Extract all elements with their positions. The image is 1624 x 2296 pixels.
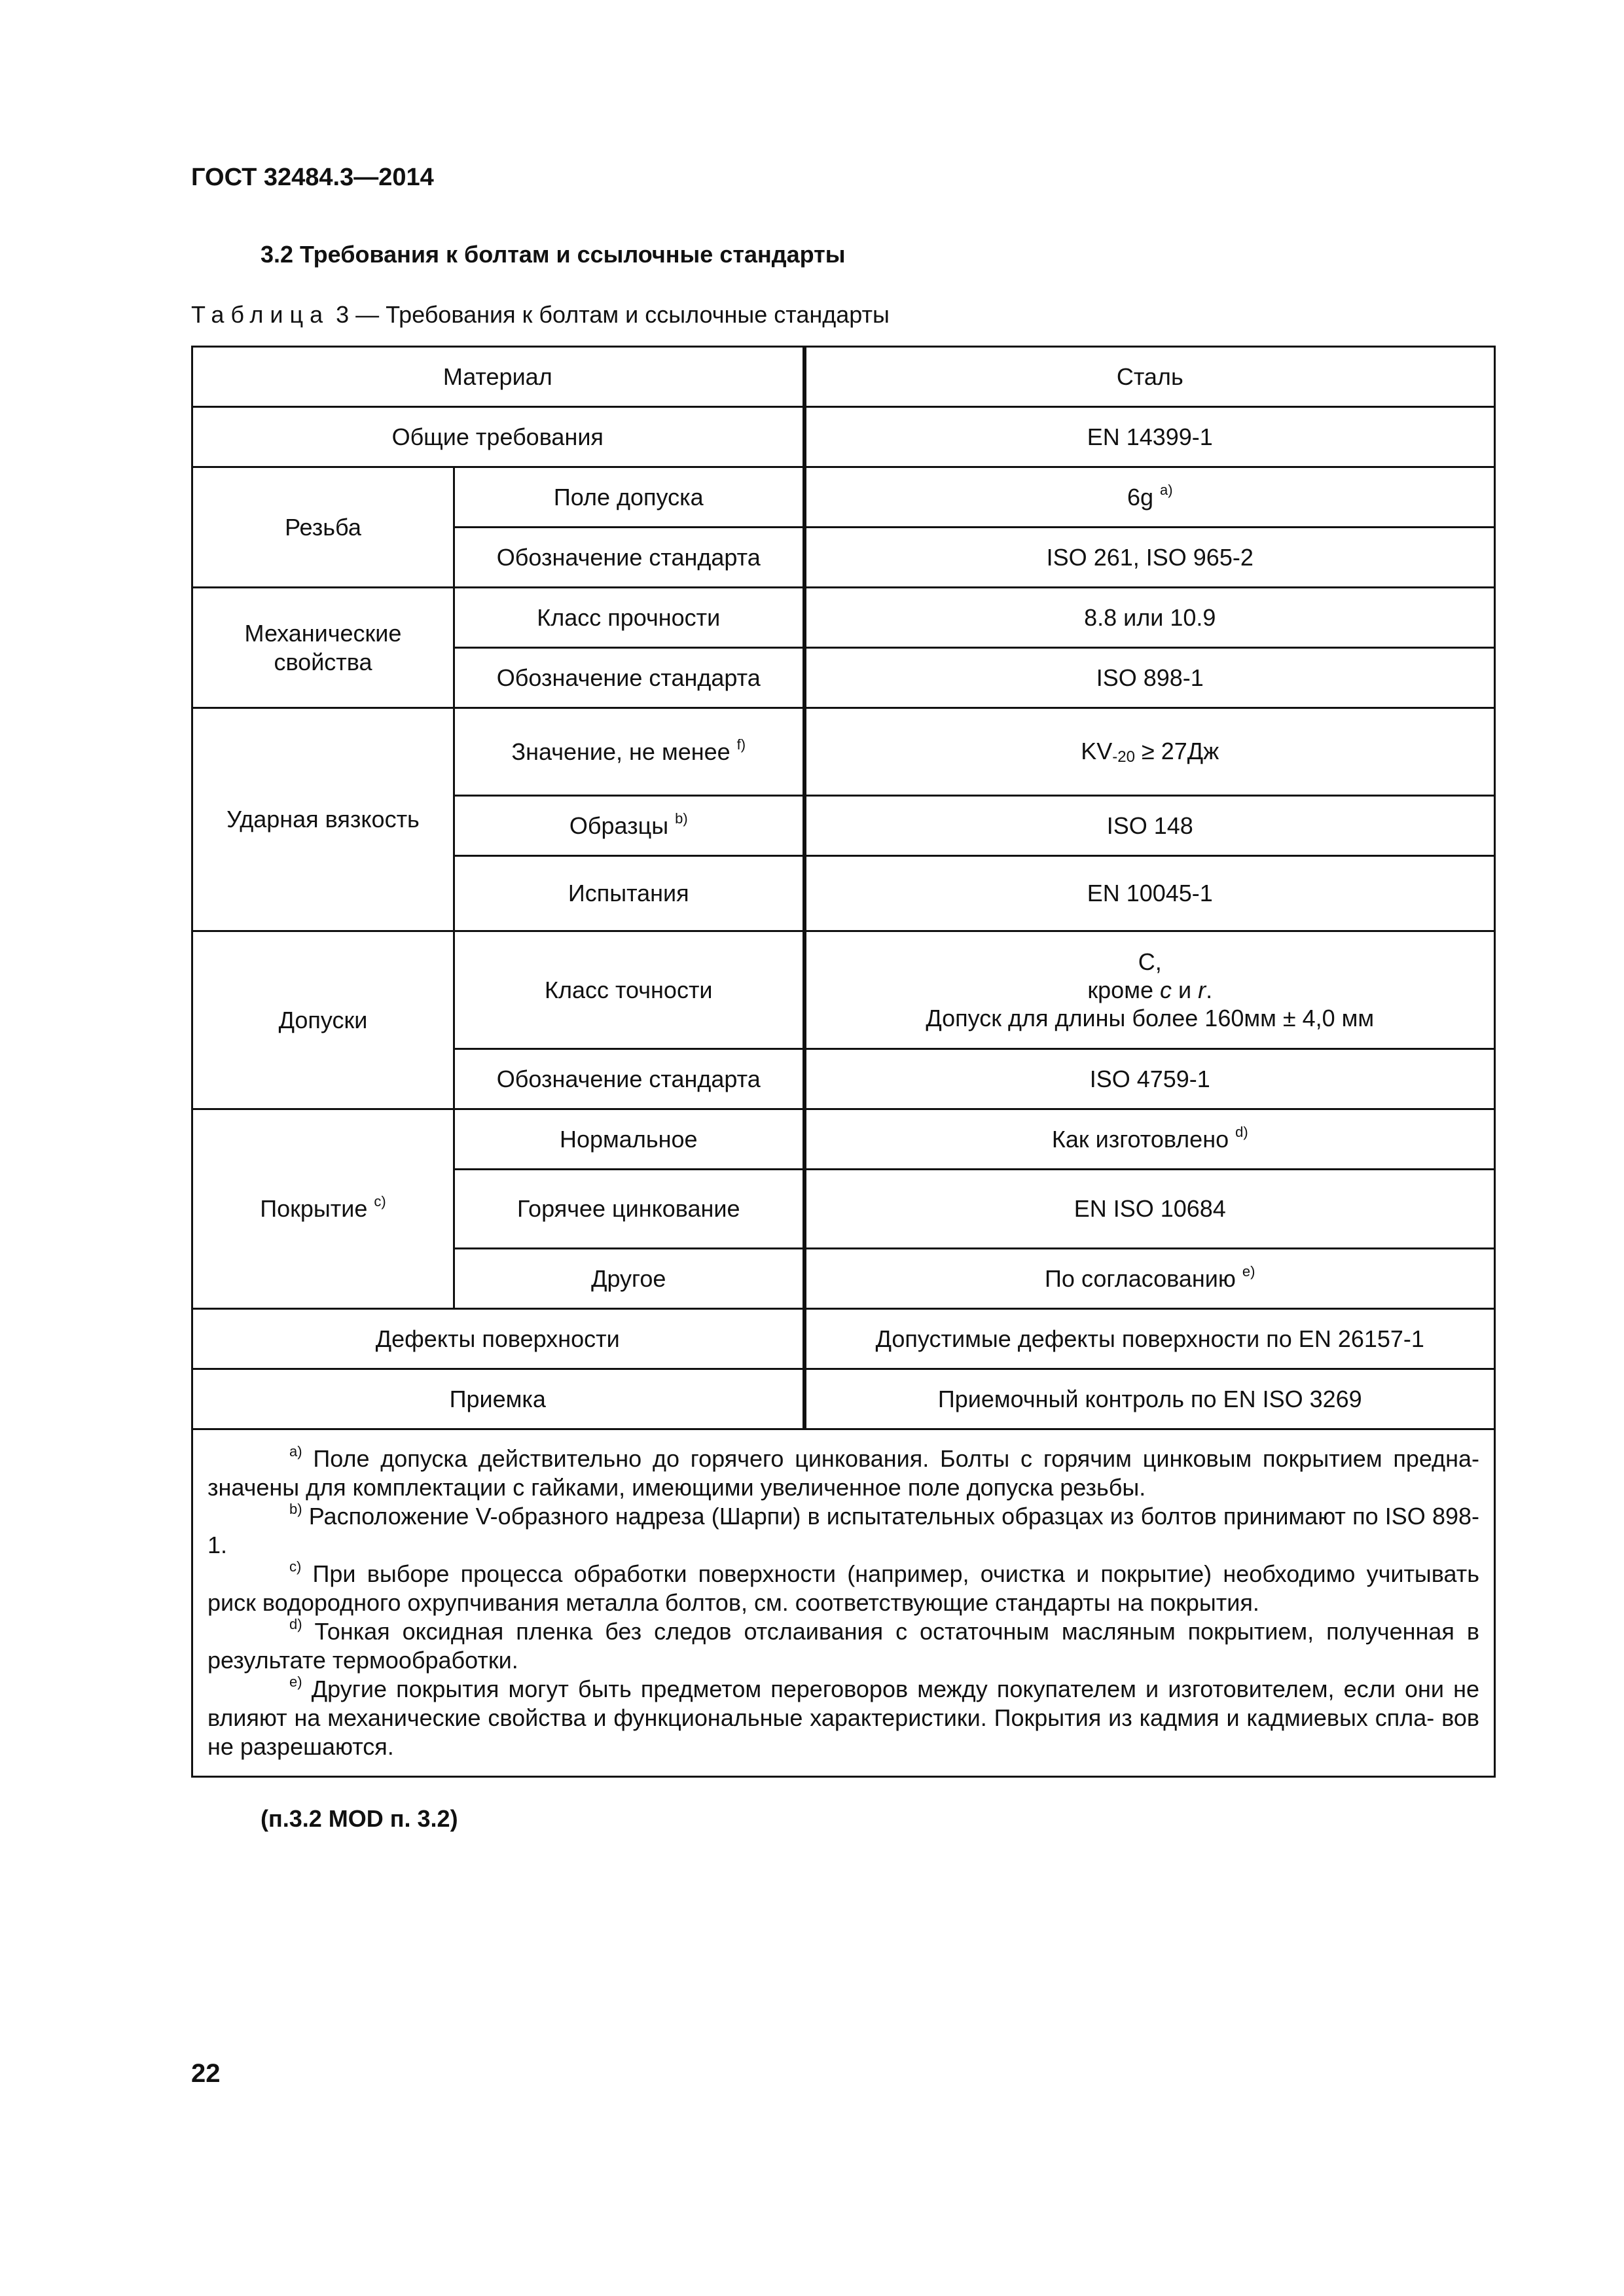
- table-notes: [192, 1429, 1495, 1777]
- table-cell: [804, 708, 1495, 796]
- table-cell: Класс точности: [454, 931, 804, 1049]
- cell-text: По согласованию: [1045, 1265, 1236, 1292]
- table-row: [192, 347, 1495, 407]
- table-cell: [454, 796, 804, 856]
- footnote: [208, 1675, 1479, 1761]
- table-row: [192, 1429, 1495, 1777]
- footnote: [208, 1617, 1479, 1675]
- cell-line: Допуск для длины более 160мм ± 4,0 мм: [926, 1005, 1375, 1032]
- footnote-mark: f): [736, 736, 746, 753]
- footnote-mark: d): [289, 1616, 302, 1632]
- cell-text: KV: [1081, 737, 1113, 764]
- table-cell: [804, 1249, 1495, 1309]
- table-row: [192, 588, 1495, 648]
- footnote-mark: e): [289, 1674, 302, 1690]
- table-cell: Материал: [192, 347, 804, 407]
- footnote-text: Поле допуска действительно до горячего цинкования. Болты с горячим цинковым покрытием предна- значены для комплектации с гайками, имеющими увеличенное поле допуска резьбы.: [208, 1445, 1480, 1501]
- cell-text: и: [1171, 976, 1199, 1003]
- table-cell: ISO 4759-1: [804, 1049, 1495, 1109]
- table-cell: ISO 898-1: [804, 648, 1495, 708]
- footnote-mark: c): [374, 1193, 386, 1210]
- table-cell: Допустимые дефекты поверхности по EN 26157-1: [804, 1309, 1495, 1369]
- table-cell: Резьба: [192, 467, 454, 588]
- footnote-text: Расположение V-образного надреза (Шарпи) в испытательных образцах из болтов принимают по ISO 898-1.: [208, 1503, 1480, 1558]
- table-cell: Приемка: [192, 1369, 804, 1429]
- table-cell: [804, 1109, 1495, 1170]
- table-cell: Обозначение стандарта: [454, 528, 804, 588]
- modification-note: (п.3.2 MOD п. 3.2): [261, 1805, 458, 1832]
- table-cell: Обозначение стандарта: [454, 1049, 804, 1109]
- table-caption: [191, 301, 890, 329]
- table-cell: Обозначение стандарта: [454, 648, 804, 708]
- footnote: [208, 1444, 1479, 1502]
- footnote-mark: b): [675, 810, 688, 827]
- cell-line: [813, 976, 1488, 1004]
- table-row: [192, 708, 1495, 796]
- cell-text: кроме: [1087, 976, 1160, 1003]
- page-number: 22: [191, 2059, 221, 2088]
- table-cell: Горячее цинкование: [454, 1170, 804, 1249]
- table-cell: [192, 1109, 454, 1309]
- table-row: [192, 467, 1495, 528]
- cell-text: Значение, не менее: [511, 738, 731, 765]
- table-cell: Допуски: [192, 931, 454, 1109]
- table-cell: [454, 708, 804, 796]
- footnote: [208, 1560, 1479, 1617]
- table-cell: Поле допуска: [454, 467, 804, 528]
- cell-text: Покрытие: [260, 1195, 368, 1223]
- table-cell: Дефекты поверхности: [192, 1309, 804, 1369]
- requirements-table: [191, 346, 1496, 1778]
- cell-text: .: [1206, 976, 1213, 1003]
- cell-line: С,: [1138, 948, 1162, 975]
- footnote-text: При выборе процесса обработки поверхности (например, очистка и покрытие) необходимо учитывать риск водородного охрупчивания металла болтов, см. соответствующие стандарты на покрытия.: [208, 1560, 1480, 1616]
- footnote-mark: a): [289, 1443, 302, 1460]
- cell-text-italic: с: [1159, 976, 1172, 1003]
- table-row: [192, 407, 1495, 467]
- table-cell: EN 14399-1: [804, 407, 1495, 467]
- table-cell: Ударная вязкость: [192, 708, 454, 931]
- footnote: [208, 1502, 1479, 1560]
- table-cell: Испытания: [454, 856, 804, 931]
- section-title: 3.2 Требования к болтам и ссылочные стандарты: [261, 241, 846, 268]
- cell-text: Как изготовлено: [1051, 1125, 1229, 1153]
- footnote-mark: e): [1242, 1263, 1255, 1280]
- cell-text-italic: r: [1198, 976, 1206, 1003]
- table-cell: EN 10045-1: [804, 856, 1495, 931]
- footnote-mark: a): [1160, 481, 1173, 498]
- table-row: [192, 1369, 1495, 1429]
- table-caption-rest: 3 — Требования к болтам и ссылочные стандарты: [329, 301, 890, 328]
- table-row: [192, 1309, 1495, 1369]
- table-cell: ISO 148: [804, 796, 1495, 856]
- table-cell: Приемочный контроль по EN ISO 3269: [804, 1369, 1495, 1429]
- cell-text: ≥ 27Дж: [1134, 737, 1219, 764]
- footnote-text: Тонкая оксидная пленка без следов отслаивания с остаточным масляным покрытием, полученная в результате термообработки.: [208, 1618, 1480, 1674]
- footnote-mark: c): [289, 1558, 302, 1575]
- table-cell: [804, 931, 1495, 1049]
- cell-text: Образцы: [569, 812, 669, 839]
- table-cell: Механические свойства: [192, 588, 454, 708]
- table-row: [192, 931, 1495, 1049]
- cell-text: 6g: [1127, 483, 1153, 511]
- footnote-mark: d): [1235, 1123, 1248, 1140]
- table-cell: ISO 261, ISO 965-2: [804, 528, 1495, 588]
- table-cell: [804, 467, 1495, 528]
- table-cell: Класс прочности: [454, 588, 804, 648]
- table-cell: Сталь: [804, 347, 1495, 407]
- table-row: [192, 1109, 1495, 1170]
- table-cell: EN ISO 10684: [804, 1170, 1495, 1249]
- footnote-text: Другие покрытия могут быть предметом переговоров между покупателем и изготовителем, если они не влияют на механические свойства и функциональные характеристики. Покрытия из кадмия и кадмиевых спла- вов не разрешаются.: [208, 1676, 1480, 1760]
- subscript: -20: [1112, 747, 1135, 766]
- document-header: ГОСТ 32484.3—2014: [191, 164, 434, 191]
- table-cell: 8.8 или 10.9: [804, 588, 1495, 648]
- table-cell: Другое: [454, 1249, 804, 1309]
- table-cell: Общие требования: [192, 407, 804, 467]
- table-cell: Нормальное: [454, 1109, 804, 1170]
- table-caption-word: Таблица: [191, 301, 330, 328]
- footnote-mark: b): [289, 1501, 302, 1517]
